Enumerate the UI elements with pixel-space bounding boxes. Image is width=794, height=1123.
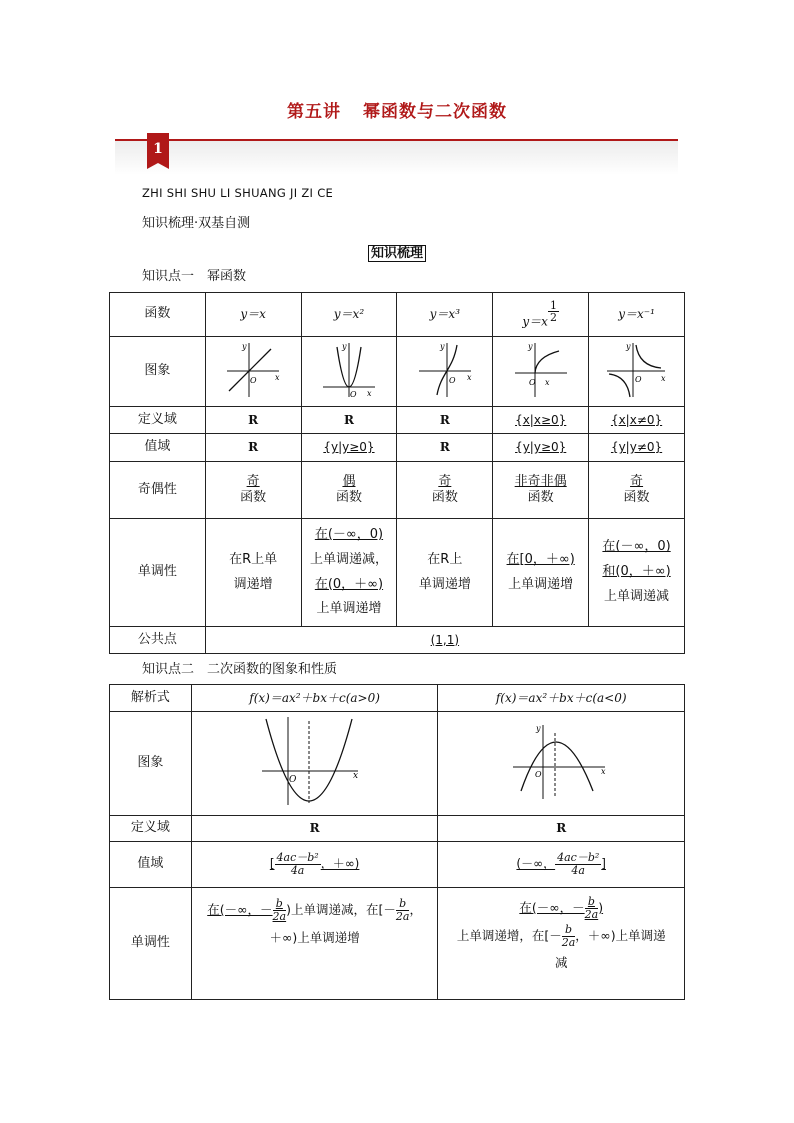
row-label: 单调性 (110, 888, 192, 1000)
table-row (110, 816, 685, 842)
svg-text:y: y (341, 341, 347, 351)
graph-cell (397, 337, 493, 407)
table-row (110, 842, 685, 888)
func-cell: y＝x $\frac{1}{2}$ (493, 293, 589, 337)
svg-text:O: O (528, 377, 536, 387)
svg-text:x: x (352, 770, 358, 781)
range-cell: [ $\frac{\text{4ac－b²}}{4a}$ ，＋∞) (191, 842, 438, 888)
row-label: 函数 (110, 293, 206, 337)
domain-cell: R (438, 816, 685, 842)
row-label: 定义域 (110, 816, 192, 842)
table-row (110, 293, 685, 337)
monotonic-cell: 在(－∞，－ $\frac{b}{2a}$ ) 上单调递增，在[－ $\frac{b}{2a}$ ，＋∞)上单调递 减 (438, 888, 685, 1000)
graph-cell (493, 337, 589, 407)
expression-cell: f(x)＝ax²＋bx＋c(a<0) (438, 685, 685, 712)
domain-cell: {x|x≠0} (589, 407, 685, 434)
svg-text:x: x (366, 388, 372, 398)
parity-cell: 奇 函数 (397, 462, 493, 519)
svg-text:O: O (349, 389, 357, 399)
svg-text:x: x (275, 372, 280, 382)
svg-text:y: y (439, 341, 445, 351)
graph-cell (301, 337, 397, 407)
svg-text:x: x (660, 373, 666, 383)
graph-cell (205, 337, 301, 407)
svg-text:O: O (250, 375, 257, 385)
power-function-table (109, 292, 685, 654)
svg-text:y: y (625, 341, 631, 351)
parity-cell: 偶 函数 (301, 462, 397, 519)
banner-rule (115, 139, 678, 141)
section-pinyin: ZHI SHI SHU LI SHUANG JI ZI CE (142, 186, 334, 200)
domain-cell: {x|x≥0} (493, 407, 589, 434)
monotonic-cell: 在R上单 调递增 (205, 519, 301, 627)
b-fraction: $\frac{b}{2a}$ (561, 922, 576, 949)
table-row (110, 519, 685, 627)
svg-text:x: x (601, 766, 606, 776)
b-fraction: $\frac{b}{2a}$ (584, 895, 599, 921)
range-cell: {y|y≥0} (493, 434, 589, 462)
graph-y-1-over-x (605, 339, 669, 399)
row-label: 值域 (110, 842, 192, 888)
domain-cell: R (191, 816, 438, 842)
domain-cell: R (205, 407, 301, 434)
svg-text:y: y (527, 341, 533, 351)
range-cell: {y|y≥0} (301, 434, 397, 462)
lesson-number: 第五讲 (287, 102, 341, 122)
graph-parabola-up (260, 715, 370, 807)
section-name: 知识梳理·双基自测 (142, 216, 251, 231)
boxed-heading: 知识梳理 (0, 242, 794, 261)
b-fraction: $\frac{b}{2a}$ (272, 897, 287, 923)
table-row (110, 462, 685, 519)
table-row (110, 685, 685, 712)
svg-text:O: O (535, 769, 542, 779)
svg-text:y: y (536, 723, 541, 733)
table-row (110, 888, 685, 1000)
page-title (0, 97, 794, 122)
b-fraction: $\frac{b}{2a}$ (395, 897, 410, 923)
parity-cell: 非奇非偶 函数 (493, 462, 589, 519)
graph-y-x (223, 339, 283, 399)
knowledge-point-2-heading: 知识点二 二次函数的图象和性质 (142, 662, 338, 677)
domain-cell: R (301, 407, 397, 434)
table-row (110, 434, 685, 462)
range-cell: {y|y≠0} (589, 434, 685, 462)
row-label: 定义域 (110, 407, 206, 434)
lesson-title: 幂函数与二次函数 (363, 102, 507, 122)
func-cell: y＝x² (301, 293, 397, 337)
domain-cell: R (397, 407, 493, 434)
range-fraction: $\frac{\text{4ac－b²}}{4a}$ (276, 851, 319, 877)
range-cell: (－∞， $\frac{\text{4ac－b²}}{4a}$ ] (438, 842, 685, 888)
svg-text:O: O (288, 774, 296, 785)
graph-cell (589, 337, 685, 407)
graph-parabola-down (511, 721, 611, 801)
row-label: 解析式 (110, 685, 192, 712)
row-label: 单调性 (110, 519, 206, 627)
section-badge: 1 (147, 133, 169, 163)
row-label: 公共点 (110, 627, 206, 654)
svg-text:x: x (466, 372, 472, 382)
monotonic-cell: 在(－∞，0) 上单调递减， 在(0，＋∞) 上单调递增 (301, 519, 397, 627)
graph-y-x2 (319, 339, 379, 399)
graph-cell (191, 712, 438, 816)
svg-text:x: x (544, 377, 550, 387)
parity-cell: 奇 函数 (589, 462, 685, 519)
table-row (110, 337, 685, 407)
monotonic-cell: 在(－∞，0) 和(0，＋∞) 上单调递减 (589, 519, 685, 627)
table-row (110, 407, 685, 434)
parity-cell: 奇 函数 (205, 462, 301, 519)
row-label: 图象 (110, 337, 206, 407)
func-cell: y＝x⁻¹ (589, 293, 685, 337)
expression-cell: f(x)＝ax²＋bx＋c(a>0) (191, 685, 438, 712)
banner-shade (115, 141, 678, 175)
table-row (110, 627, 685, 654)
svg-text:O: O (634, 374, 642, 384)
row-label: 图象 (110, 712, 192, 816)
svg-text:y: y (242, 341, 247, 351)
range-fraction: $\frac{\text{4ac－b²}}{4a}$ (557, 851, 600, 877)
range-cell: R (205, 434, 301, 462)
svg-text:O: O (448, 375, 456, 385)
graph-y-sqrt-x (511, 339, 571, 399)
func-cell: y＝x (205, 293, 301, 337)
row-label: 奇偶性 (110, 462, 206, 519)
quadratic-function-table (109, 684, 685, 1000)
row-label: 值域 (110, 434, 206, 462)
func-cell: y＝x³ (397, 293, 493, 337)
monotonic-cell: 在R上 单调递增 (397, 519, 493, 627)
monotonic-cell: 在[0，＋∞) 上单调递增 (493, 519, 589, 627)
common-point-cell: (1,1) (205, 627, 684, 654)
knowledge-point-1-heading: 知识点一 幂函数 (142, 269, 247, 284)
table-row (110, 712, 685, 816)
graph-cell (438, 712, 685, 816)
monotonic-cell: 在(－∞，－ $\frac{b}{2a}$ )上单调递减，在[－ $\frac{b}{2a}$ ， ＋∞)上单调递增 (191, 888, 438, 1000)
exponent-fraction: $\frac{1}{2}$ (549, 298, 557, 325)
range-cell: R (397, 434, 493, 462)
graph-y-x3 (415, 339, 475, 399)
section-banner (115, 133, 678, 177)
